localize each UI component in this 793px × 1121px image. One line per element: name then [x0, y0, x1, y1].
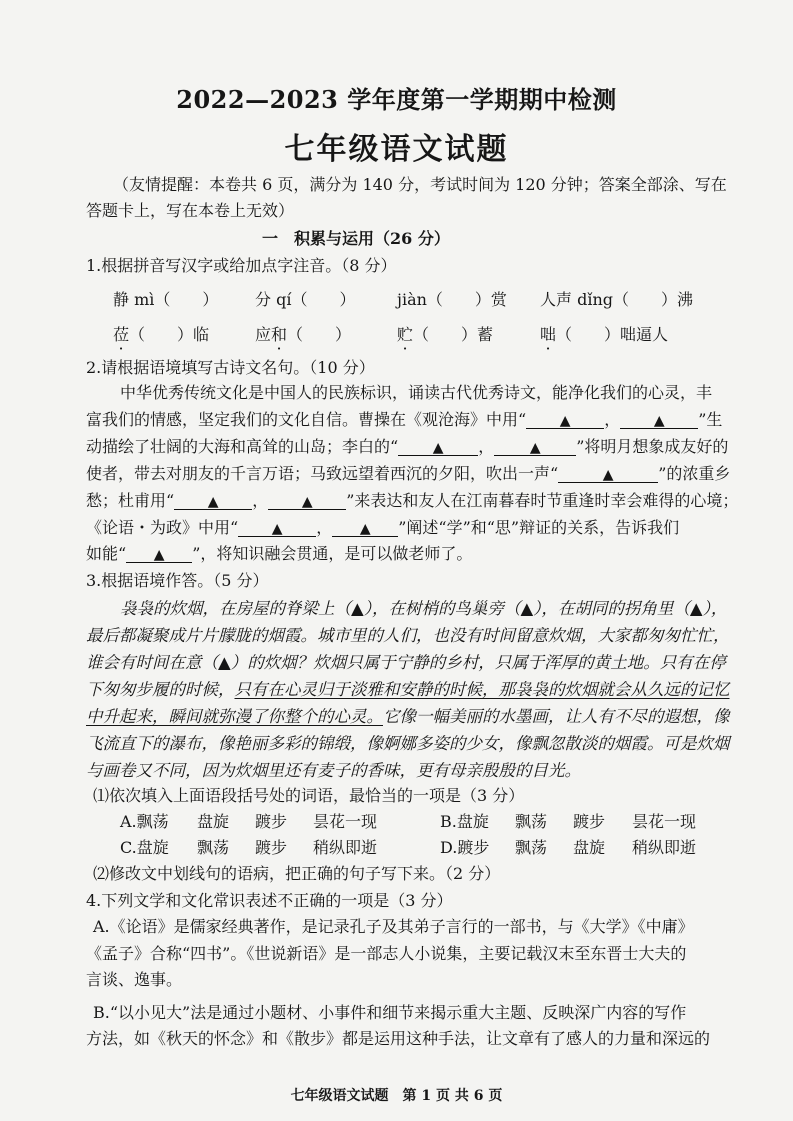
option-word: 踱步 — [255, 812, 288, 831]
option-word: 稍纵即逝 — [632, 838, 697, 857]
option-word: 踱步 — [573, 812, 606, 831]
page-footer: 七年级语文试题 第 1 页 共 6 页 — [290, 1088, 503, 1104]
exam-subtitle: 七年级语文试题 — [284, 132, 509, 167]
answer-blank[interactable]: ▲ — [398, 439, 478, 456]
q3-option-a[interactable]: A.飘荡 — [120, 812, 169, 831]
q4-option-a-line-3: 言谈、逸事。 — [86, 970, 183, 989]
q1-item-1: 静 mì（ ） — [113, 290, 219, 309]
option-word: 踱步 — [255, 838, 288, 857]
q4-option-b-line-2: 方法，如《秋天的怀念》和《散步》都是运用这种手法，让文章有了感人的力量和深远的 — [86, 1029, 711, 1048]
q3-option-b[interactable]: B.盘旋 — [440, 812, 489, 831]
q1-item-7: 贮（ ）蓄 — [397, 322, 493, 345]
q2-stem: 2.请根据语境填写古诗文名句。（10 分） — [86, 358, 375, 377]
q3-stem: 3.根据语境作答。（5 分） — [86, 571, 269, 590]
q3-text-line-6: 飞流直下的瀑布，像艳丽多彩的锦缎，像婀娜多姿的少女，像飘忽散淡的烟霞。可是炊烟 — [86, 734, 730, 753]
q2-para-line-3: 动描绘了壮阔的大海和高耸的山岛；李白的“ ▲ ， ▲ ”将明月想象成友好的 — [86, 437, 729, 456]
underlined-sentence: 只有在心灵归于淡雅和安静的时候，那袅袅的炊烟就会从久远的记忆 — [234, 680, 730, 699]
answer-blank[interactable]: ▲ — [494, 439, 576, 456]
q4-stem: 4.下列文学和文化常识表述不正确的一项是（3 分） — [86, 891, 453, 910]
q3-sub2: ⑵修改文中划线句的语病，把正确的句子写下来。（2 分） — [93, 864, 501, 883]
q2-para-line-6: 《论语・为政》中用“ ▲ ， ▲ ”阐述“学”和“思”辩证的关系，告诉我们 — [86, 518, 680, 537]
q4-option-b-line-1[interactable]: B.“以小见大”法是通过小题材、小事件和细节来揭示重大主题、反映深广内容的写作 — [93, 1003, 687, 1022]
answer-blank[interactable]: ▲ — [268, 493, 346, 510]
q2-para-line-7: 如能“ ▲ ”，将知识融会贯通，是可以做老师了。 — [86, 544, 473, 563]
option-word: 飘荡 — [515, 838, 548, 857]
q3-text-line-4: 下匆匆步履的时候，只有在心灵归于淡雅和安静的时候，那袅袅的炊烟就会从久远的记忆 — [86, 680, 730, 699]
answer-blank[interactable]: ▲ — [238, 520, 316, 537]
option-word: 稍纵即逝 — [313, 838, 378, 857]
answer-blank[interactable]: ▲ — [620, 412, 698, 429]
q3-option-c[interactable]: C.盘旋 — [120, 838, 169, 857]
q1-item-8: 咄（ ）咄逼人 — [540, 322, 668, 345]
q1-item-5: 莅（ ）临 — [113, 322, 209, 345]
option-word: 飘荡 — [197, 838, 230, 857]
option-word: 昙花一现 — [313, 812, 378, 831]
q1-stem: 1.根据拼音写汉字或给加点字注音。（8 分） — [86, 256, 397, 275]
section-1-title: 一 积累与运用（26 分） — [262, 229, 450, 248]
q3-text-line-3: 谁会有时间在意（▲）的炊烟？炊烟只属于宁静的乡村，只属于浑厚的黄土地。只有在停 — [86, 653, 726, 672]
option-word: 盘旋 — [573, 838, 606, 857]
dotted-char: 和 — [271, 325, 288, 344]
q4-option-a-line-2: 《孟子》合称“四书”。《世说新语》是一部志人小说集，主要记载汉末至东晋士大夫的 — [86, 944, 687, 963]
q2-para-line-4: 使者，带去对朋友的千言万语；马致远望着西沉的夕阳，吹出一声“ ▲ ”的浓重乡 — [86, 464, 731, 483]
q2-para-line-2: 富我们的情感，坚定我们的文化自信。曹操在《观沧海》中用“ ▲ ， ▲ ”生 — [86, 410, 723, 429]
option-word: 盘旋 — [197, 812, 230, 831]
q1-item-2: 分 qí（ ） — [255, 290, 356, 309]
dotted-char: 莅 — [113, 325, 130, 344]
notice-line-2: 答题卡上，写在本卷上无效） — [86, 201, 295, 220]
q1-item-4: 人声 dǐng（ ）沸 — [540, 290, 693, 309]
notice-line-1: （友情提醒：本卷共 6 页，满分为 140 分，考试时间为 120 分钟；答案全部涂、写在 — [113, 175, 727, 194]
answer-blank[interactable]: ▲ — [526, 412, 604, 429]
exam-title: 2022—2023 学年度第一学期期中检测 — [176, 85, 617, 114]
q3-sub1: ⑴依次填入上面语段括号处的词语，最恰当的一项是（3 分） — [93, 786, 525, 805]
dotted-char: 咄 — [540, 325, 557, 344]
q4-option-a-line-1[interactable]: A.《论语》是儒家经典著作，是记录孔子及其弟子言行的一部书，与《大学》《中庸》 — [93, 917, 694, 936]
option-word: 昙花一现 — [632, 812, 697, 831]
q3-text-line-5: 中升起来，瞬间就弥漫了你整个的心灵。它像一幅美丽的水墨画，让人有不尽的遐想，像 — [86, 707, 730, 726]
q3-text-line-1: 袅袅的炊烟，在房屋的脊梁上（▲），在树梢的鸟巢旁（▲），在胡同的拐角里（▲）， — [120, 599, 728, 618]
q3-option-d[interactable]: D.踱步 — [440, 838, 490, 857]
q2-para-line-5: 愁；杜甫用“ ▲ ， ▲ ”来表达和友人在江南暮春时节重逢时幸会难得的心境； — [86, 491, 739, 510]
answer-blank[interactable]: ▲ — [126, 546, 192, 563]
answer-blank[interactable]: ▲ — [332, 520, 398, 537]
q1-item-6: 应和（ ） — [255, 322, 351, 345]
option-word: 飘荡 — [515, 812, 548, 831]
q3-text-line-2: 最后都凝聚成片片朦胧的烟霞。城市里的人们，也没有时间留意炊烟，大家都匆匆忙忙， — [86, 626, 730, 645]
q1-item-3: jiàn（ ）赏 — [397, 290, 507, 309]
answer-blank[interactable]: ▲ — [174, 493, 252, 510]
q3-text-line-7: 与画卷又不同，因为炊烟里还有麦子的香味，更有母亲殷殷的目光。 — [86, 761, 581, 780]
dotted-char: 贮 — [397, 325, 414, 344]
answer-blank[interactable]: ▲ — [558, 466, 658, 483]
q2-para-line-1: 中华优秀传统文化是中国人的民族标识，诵读古代优秀诗文，能净化我们的心灵，丰 — [120, 383, 713, 402]
underlined-sentence: 中升起来，瞬间就弥漫了你整个的心灵。 — [86, 707, 383, 726]
